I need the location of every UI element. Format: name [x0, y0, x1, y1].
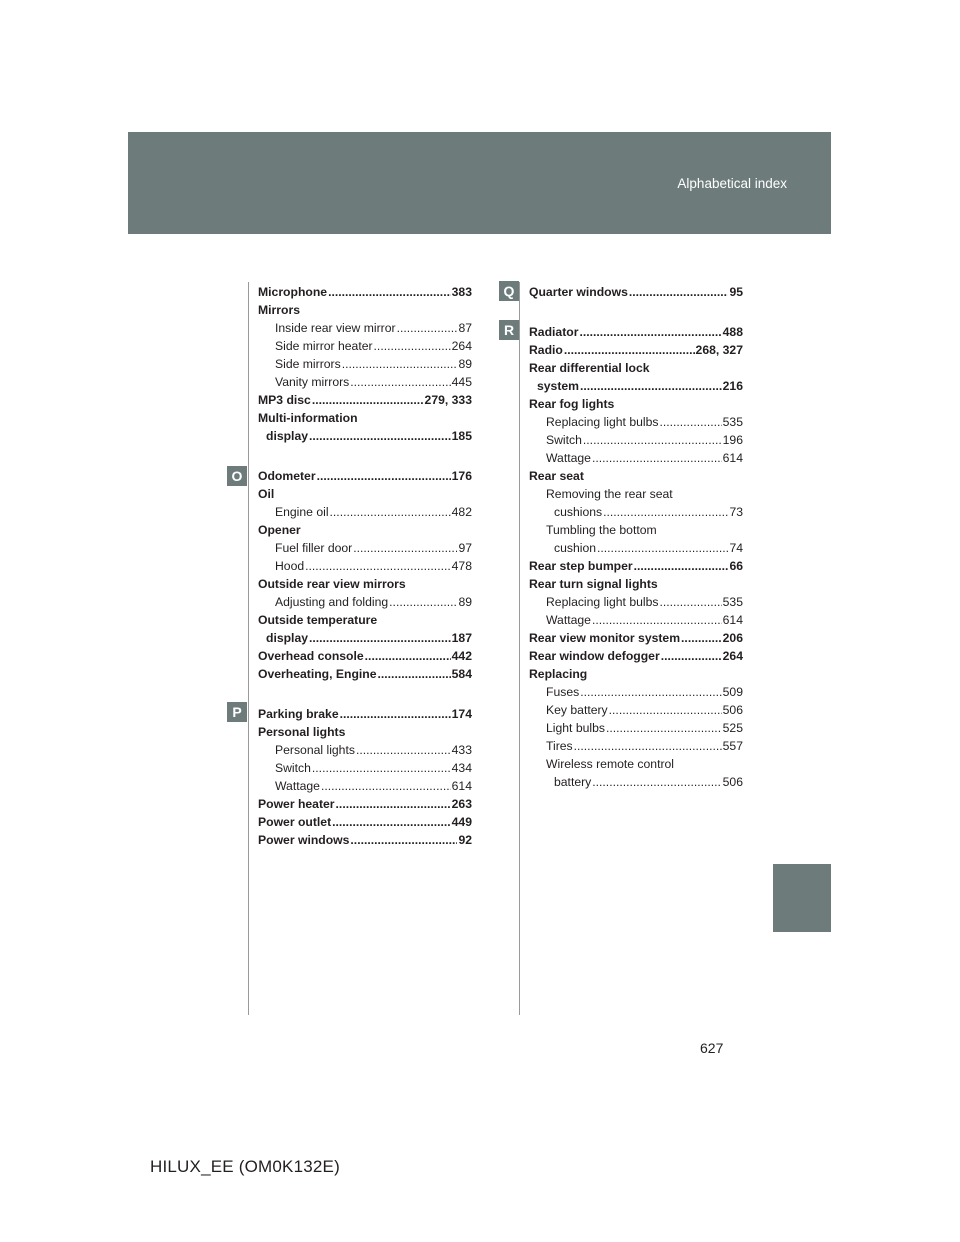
entry-page-number: 89 [458, 595, 472, 609]
index-entry[interactable] [529, 773, 743, 791]
leader-dots [659, 593, 721, 611]
entry-page-number: 216 [722, 379, 743, 393]
leader-dots [374, 337, 451, 355]
index-entry[interactable] [258, 629, 472, 647]
entry-label: Switch [546, 433, 582, 447]
index-entry[interactable] [258, 705, 472, 723]
entry-label: Personal lights [275, 743, 355, 757]
entry-page-number: 74 [729, 541, 743, 555]
index-entry[interactable] [529, 683, 743, 701]
entry-label: Switch [275, 761, 311, 775]
index-group-q [529, 283, 743, 301]
right-column-rule [519, 282, 520, 1015]
leader-dots [681, 629, 722, 647]
section-title: Alphabetical index [677, 176, 787, 191]
entry-page-number: 614 [722, 613, 743, 627]
page-number: 627 [700, 1040, 724, 1056]
index-entry[interactable] [258, 795, 472, 813]
leader-dots [321, 777, 451, 795]
leader-dots [309, 427, 451, 445]
leader-dots [305, 557, 451, 575]
leader-dots [330, 503, 451, 521]
entry-label: Overheating, Engine [258, 667, 377, 681]
entry-page-number: 92 [458, 833, 472, 847]
leader-dots [350, 373, 450, 391]
entry-page-number: 449 [451, 815, 472, 829]
chapter-thumb-tab [773, 864, 831, 932]
entry-page-number: 174 [451, 707, 472, 721]
index-heading[interactable]: Outside temperature [258, 613, 378, 627]
entry-page-number: 434 [451, 761, 472, 775]
leader-dots [580, 377, 722, 395]
index-heading[interactable]: Personal lights [258, 725, 346, 739]
index-entry[interactable] [529, 283, 743, 301]
leader-dots [350, 831, 457, 849]
entry-page-number: 535 [722, 595, 743, 609]
index-entry[interactable] [258, 319, 472, 337]
index-entry[interactable] [258, 467, 472, 485]
index-entry[interactable] [529, 341, 743, 359]
leader-dots [580, 683, 721, 701]
index-entry[interactable] [529, 323, 743, 341]
index-group-m [258, 283, 472, 445]
index-entry[interactable] [258, 391, 472, 409]
entry-label: Wattage [546, 451, 591, 465]
entry-label: Power heater [258, 797, 335, 811]
index-entry[interactable] [258, 741, 472, 759]
entry-label: Power windows [258, 833, 350, 847]
entry-label: Engine oil [275, 505, 329, 519]
entry-label: cushion [554, 541, 597, 555]
entry-page-number: 383 [451, 285, 472, 299]
entry-label: Wattage [546, 613, 591, 627]
leader-dots [332, 813, 451, 831]
index-heading[interactable]: Opener [258, 523, 301, 537]
index-entry[interactable] [258, 557, 472, 575]
index-entry[interactable] [258, 355, 472, 373]
leader-dots [606, 719, 722, 737]
entry-label: Replacing light bulbs [546, 415, 659, 429]
index-entry[interactable] [258, 777, 472, 795]
entry-page-number: 185 [451, 429, 472, 443]
entry-page-number: 506 [722, 703, 743, 717]
index-entry[interactable] [529, 647, 743, 665]
entry-label: Rear step bumper [529, 559, 633, 573]
entry-label: Adjusting and folding [275, 595, 389, 609]
index-entry[interactable] [258, 283, 472, 301]
index-entry[interactable] [258, 759, 472, 777]
index-entry[interactable] [258, 373, 472, 391]
index-entry[interactable] [529, 737, 743, 755]
leader-dots [629, 283, 729, 301]
index-entry[interactable] [529, 413, 743, 431]
index-entry[interactable] [529, 449, 743, 467]
entry-label: system [537, 379, 580, 393]
entry-label: Parking brake [258, 707, 339, 721]
leader-dots [378, 665, 451, 683]
index-heading[interactable]: Oil [258, 487, 275, 501]
entry-label: Radio [529, 343, 563, 357]
entry-label: Replacing light bulbs [546, 595, 659, 609]
entry-label: display [266, 429, 308, 443]
leader-dots [356, 741, 451, 759]
section-letter-q: Q [499, 281, 519, 301]
entry-label: Fuel filler door [275, 541, 353, 555]
entry-page-number: 442 [451, 649, 472, 663]
entry-page-number: 614 [451, 779, 472, 793]
entry-page-number: 73 [729, 505, 743, 519]
entry-page-number: 509 [722, 685, 743, 699]
section-letter-p: P [227, 702, 247, 722]
entry-page-number: 482 [451, 505, 472, 519]
index-heading[interactable]: Mirrors [258, 303, 300, 317]
entry-label: Quarter windows [529, 285, 628, 299]
entry-label: Light bulbs [546, 721, 605, 735]
index-entry[interactable] [529, 377, 743, 395]
index-entry[interactable] [258, 503, 472, 521]
index-entry[interactable] [258, 593, 472, 611]
entry-page-number: 196 [722, 433, 743, 447]
index-entry[interactable] [258, 665, 472, 683]
entry-page-number: 433 [451, 743, 472, 757]
index-heading[interactable]: Removing the rear seat [546, 487, 673, 501]
entry-label: Rear window defogger [529, 649, 660, 663]
entry-label: Power outlet [258, 815, 332, 829]
entry-page-number: 268, 327 [695, 343, 743, 357]
entry-page-number: 584 [451, 667, 472, 681]
entry-page-number: 478 [451, 559, 472, 573]
leader-dots [328, 283, 451, 301]
index-entry[interactable] [529, 503, 743, 521]
entry-page-number: 445 [451, 375, 472, 389]
index-heading[interactable]: Rear seat [529, 469, 584, 483]
leader-dots [317, 467, 451, 485]
entry-page-number: 506 [722, 775, 743, 789]
entry-label: Tires [546, 739, 573, 753]
entry-page-number: 525 [722, 721, 743, 735]
leader-dots [603, 503, 728, 521]
index-heading[interactable]: Wireless remote control [546, 757, 675, 771]
index-group-r [529, 323, 743, 791]
entry-page-number: 206 [722, 631, 743, 645]
entry-label: cushions [554, 505, 603, 519]
entry-page-number: 264 [722, 649, 743, 663]
entry-page-number: 488 [722, 325, 743, 339]
entry-page-number: 614 [722, 451, 743, 465]
entry-page-number: 89 [458, 357, 472, 371]
entry-label: Side mirror heater [275, 339, 373, 353]
entry-label: MP3 disc [258, 393, 311, 407]
section-letter-r: R [499, 320, 519, 340]
entry-page-number: 279, 333 [424, 393, 472, 407]
index-heading[interactable]: Outside rear view mirrors [258, 577, 406, 591]
leader-dots [597, 539, 728, 557]
header-band [128, 132, 831, 234]
entry-label: Side mirrors [275, 357, 341, 371]
entry-label: Overhead console [258, 649, 364, 663]
index-heading[interactable]: Multi-information [258, 411, 358, 425]
leader-dots [336, 795, 451, 813]
leader-dots [365, 647, 451, 665]
index-entry[interactable] [258, 427, 472, 445]
entry-label: Radiator [529, 325, 579, 339]
entry-page-number: 87 [458, 321, 472, 335]
index-entry[interactable] [258, 337, 472, 355]
index-group-p [258, 705, 472, 849]
entry-label: Odometer [258, 469, 316, 483]
entry-page-number: 97 [458, 541, 472, 555]
entry-label: Key battery [546, 703, 608, 717]
entry-label: display [266, 631, 308, 645]
leader-dots [661, 647, 722, 665]
index-entry[interactable] [258, 647, 472, 665]
index-entry[interactable] [529, 611, 743, 629]
leader-dots [397, 319, 458, 337]
leader-dots [309, 629, 451, 647]
index-heading[interactable]: Rear differential lock [529, 361, 650, 375]
entry-label: Inside rear view mirror [275, 321, 396, 335]
entry-page-number: 263 [451, 797, 472, 811]
index-group-o [258, 467, 472, 683]
right-index-column [529, 283, 743, 791]
leader-dots [579, 323, 721, 341]
leader-dots [312, 391, 424, 409]
index-entry[interactable] [529, 701, 743, 719]
entry-label: Hood [275, 559, 305, 573]
entry-label: Rear view monitor system [529, 631, 681, 645]
leader-dots [312, 759, 451, 777]
leader-dots [609, 701, 722, 719]
left-column-rule [248, 282, 249, 1015]
section-letter-o: O [227, 466, 247, 486]
leader-dots [389, 593, 457, 611]
document-code: HILUX_EE (OM0K132E) [150, 1157, 340, 1176]
entry-label: Wattage [275, 779, 320, 793]
entry-label: battery [554, 775, 592, 789]
index-entry[interactable] [529, 557, 743, 575]
leader-dots [353, 539, 457, 557]
index-entry[interactable] [529, 719, 743, 737]
index-heading[interactable]: Rear turn signal lights [529, 577, 658, 591]
entry-page-number: 95 [729, 285, 743, 299]
index-heading[interactable]: Tumbling the bottom [546, 523, 657, 537]
index-entry[interactable] [529, 629, 743, 647]
entry-label: Microphone [258, 285, 328, 299]
index-heading[interactable]: Rear fog lights [529, 397, 615, 411]
leader-dots [583, 431, 722, 449]
left-index-column [258, 283, 472, 849]
index-entry[interactable] [258, 831, 472, 849]
entry-page-number: 264 [451, 339, 472, 353]
entry-page-number: 66 [729, 559, 743, 573]
leader-dots [342, 355, 458, 373]
entry-label: Fuses [546, 685, 580, 699]
leader-dots [592, 449, 722, 467]
leader-dots [574, 737, 722, 755]
leader-dots [592, 611, 722, 629]
index-entry[interactable] [258, 539, 472, 557]
entry-label: Vanity mirrors [275, 375, 350, 389]
index-entry[interactable] [529, 593, 743, 611]
leader-dots [564, 341, 695, 359]
index-entry[interactable] [529, 431, 743, 449]
entry-page-number: 187 [451, 631, 472, 645]
leader-dots [340, 705, 451, 723]
leader-dots [659, 413, 721, 431]
index-heading[interactable]: Replacing [529, 667, 588, 681]
entry-page-number: 176 [451, 469, 472, 483]
leader-dots [592, 773, 721, 791]
index-entry[interactable] [529, 539, 743, 557]
entry-page-number: 557 [722, 739, 743, 753]
index-entry[interactable] [258, 813, 472, 831]
entry-page-number: 535 [722, 415, 743, 429]
leader-dots [634, 557, 729, 575]
